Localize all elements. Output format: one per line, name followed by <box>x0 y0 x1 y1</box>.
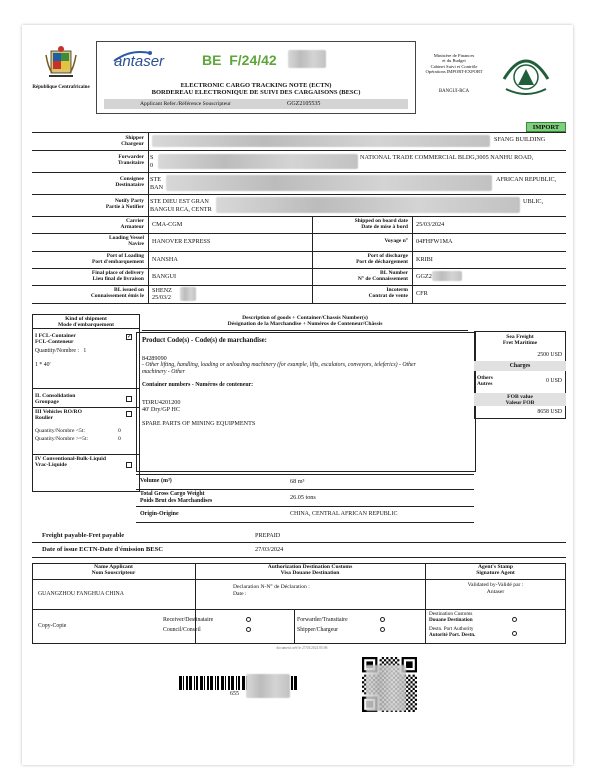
qr-module <box>410 703 412 705</box>
qr-module <box>408 679 410 681</box>
qr-module <box>413 679 415 681</box>
qr-module <box>393 659 395 661</box>
ectn-reference: BE F/24/42 <box>202 52 277 68</box>
bulk-checkbox[interactable] <box>126 462 132 468</box>
issue-date-label: Date of issue ECTN-Date d'émission BESC <box>42 546 164 553</box>
qr-module <box>386 657 388 659</box>
receiver-option-label: Receiver/Destinataire <box>163 617 214 623</box>
rule <box>32 579 566 580</box>
rule <box>32 609 566 610</box>
applicant-ref-label: Applicant Refer./Référence Souscripteur <box>140 101 231 107</box>
validated-label: Validated by-Validé par : <box>467 582 524 588</box>
barcode-bar <box>291 676 293 690</box>
final-delivery-label: Final place of delivery Lieu final de livraison <box>91 270 144 282</box>
barcode-bar <box>225 676 226 690</box>
incoterm-value: CFR <box>416 290 428 297</box>
forwarder-label: Forwarder Transitaire <box>117 154 144 166</box>
ministry-line: Cabinet Suivi et Contrôle <box>430 63 478 69</box>
bl-number-label: BL Number N° de Connaissement <box>357 270 408 282</box>
title-en: ELECTRONIC CARGO TRACKING NOTE (ECTN) <box>180 82 332 89</box>
consolidation-label: II. Consolidation Groupage <box>35 393 76 405</box>
council-option-label: Council/Conseil <box>163 627 201 633</box>
dest-customs-radio[interactable] <box>512 617 517 622</box>
roro-ge5-label: Quantity/Nombre >=5t: <box>35 436 89 442</box>
barcode-bar <box>207 676 209 690</box>
qr-module <box>362 681 364 683</box>
qr-module <box>386 661 388 663</box>
vessel-value: HANOVER EXPRESS <box>152 238 211 245</box>
qr-module <box>413 683 415 685</box>
rule <box>32 303 566 304</box>
bl-issued-label: BL issued on Connaissement émis le <box>90 287 144 299</box>
voyage-label: Voyage n° <box>384 238 408 244</box>
qr-module <box>408 688 410 690</box>
qr-module <box>362 677 364 679</box>
carrier-value: CMA-CGM <box>152 221 183 228</box>
redacted-bl-issued <box>180 287 196 301</box>
roro-ge5-value: 0 <box>118 436 121 442</box>
qr-module <box>415 677 417 679</box>
qr-module <box>413 705 415 707</box>
copy-label: Copy-Copie <box>38 623 67 629</box>
consignee-line2: BAN <box>150 184 164 191</box>
shipper-option-label: Shipper/Chargeur <box>297 627 339 633</box>
product-code-label: Product Code(s) - Code(s) de marchandise: <box>142 337 267 344</box>
goods-description: SPARE PARTS OF MINING EQUIPMENTS <box>142 420 256 427</box>
barcode-bar <box>242 676 245 690</box>
qr-module <box>391 657 393 659</box>
qr-module <box>413 675 415 677</box>
notify-line1: STE DIEU EST GRAN <box>150 198 209 205</box>
applicant-name-value: GUANGZHOU FANGHUA CHINA <box>38 591 124 597</box>
barcode-bar <box>228 676 230 690</box>
forwarder-tail: NATIONAL TRADE COMMERCIAL BLDG,3005 NANHU ROAD, <box>360 154 534 161</box>
issue-date-value: 27/03/2024 <box>255 546 284 553</box>
redacted-ref <box>288 50 326 68</box>
kind-header: Kind of shipment Mode d'embarquement <box>32 315 140 329</box>
rule <box>32 194 566 195</box>
bl-issued-place: SHENZ <box>152 287 172 294</box>
rule <box>136 506 474 507</box>
qr-module <box>415 681 417 683</box>
weight-label: Total Gross Cargo Weight Poids Brut des Marchandises <box>140 491 213 504</box>
qr-module <box>408 697 410 699</box>
final-delivery-value: BANGUI <box>152 273 177 280</box>
forwarder-option-label: Forwarder/Transitaire <box>297 617 348 623</box>
qr-module <box>408 701 410 703</box>
redacted-bl <box>432 271 462 281</box>
rule <box>32 285 566 286</box>
rule <box>32 132 566 133</box>
receiver-radio[interactable] <box>246 617 251 622</box>
rule <box>32 150 566 151</box>
rule <box>312 216 313 303</box>
rule <box>32 388 140 389</box>
city: BANGUI-RCA <box>438 89 470 94</box>
qr-module <box>406 681 408 683</box>
qr-module <box>397 659 399 661</box>
forwarder-line2: 0 <box>150 162 154 169</box>
ministry-line: Ministère de Finances <box>433 53 475 58</box>
ministry-line: Opérations IMPORT-EXPORT <box>425 69 483 75</box>
qr-finder <box>406 661 413 668</box>
import-badge: IMPORT <box>526 122 566 132</box>
pod-label: Port of discharge Port de déchargement <box>356 253 408 265</box>
republic-emblem-icon <box>44 45 78 83</box>
qr-module <box>413 697 415 699</box>
qr-module <box>408 710 410 712</box>
rule <box>136 489 474 490</box>
qr-module <box>415 686 417 688</box>
qr-module <box>362 686 364 688</box>
sea-freight-value: 2500 USD <box>537 352 562 358</box>
qr-module <box>380 659 382 661</box>
barcode-bar <box>217 676 219 690</box>
rule <box>412 216 413 303</box>
qr-module <box>413 710 415 712</box>
barcode-bar <box>179 676 182 690</box>
origin-label: Origin-Origine <box>140 511 179 517</box>
tiny-print: document créé le 27/03/2024 05:06 <box>276 646 328 650</box>
others-label: Others Autres <box>477 375 493 387</box>
carrier-label: Carrier Armateur <box>120 218 144 230</box>
redacted-notify <box>216 197 520 213</box>
validated-value: Antaser <box>486 589 505 595</box>
barcode-bar <box>200 676 203 690</box>
qr-module <box>406 686 408 688</box>
qr-module <box>406 703 408 705</box>
roro-label: III Vehicles RO/RO Roulier <box>35 409 82 421</box>
rule <box>32 216 566 217</box>
qr-module <box>410 694 412 696</box>
qr-module <box>410 677 412 679</box>
barcode-bar <box>231 676 234 690</box>
pol-label: Port of Loading Port d'embarquement <box>92 253 144 265</box>
rule <box>32 172 566 173</box>
auth-customs-label: Authorization Destination Customs Visa Douane Destination <box>267 564 353 576</box>
weight-value: 26.05 tons <box>290 494 316 501</box>
container-label: Container numbers - Numéros de conteneur: <box>142 382 254 388</box>
ectn-document <box>22 25 573 765</box>
qr-module <box>406 677 408 679</box>
pol-value: NANSHA <box>152 256 178 263</box>
shipped-label: Shipped on board date Date de mise à bord <box>354 218 408 230</box>
roro-lt5-value: 0 <box>118 428 121 434</box>
redacted-shipper <box>152 135 490 147</box>
brand-name: antaser <box>114 53 165 70</box>
rule <box>294 609 295 644</box>
dest-port-radio[interactable] <box>512 631 517 636</box>
consignee-label: Consignee Destinataire <box>115 176 144 188</box>
qr-module <box>410 681 412 683</box>
rule <box>142 330 468 331</box>
fcl-size: 1 * 40' <box>35 362 51 368</box>
qr-module <box>408 683 410 685</box>
forwarder-prefix: S <box>150 154 154 161</box>
qr-module <box>388 659 390 661</box>
declaration-label: Declaration N-N° de Déclaration : <box>233 584 310 590</box>
consolidation-checkbox[interactable] <box>126 396 132 402</box>
description-header: Description of goods + Container/Chassis Number(s) Désignation de la Marchandise + Numéros de Conteneur/Châssis <box>227 315 383 327</box>
vessel-label: Loading Vessel Navire <box>109 235 144 247</box>
rule <box>32 542 566 543</box>
notify-label: Notify Party Partie à Notifier <box>105 198 144 210</box>
barcode-bar <box>221 676 224 690</box>
consignee-tail: AFRICAN REPUBLIC, <box>496 176 557 183</box>
council-radio[interactable] <box>246 627 251 632</box>
barcode-bar <box>204 676 205 690</box>
rule <box>32 557 566 558</box>
ministry-seal-icon <box>500 49 552 99</box>
dest-port-label: Destn. Port Authority Autorité Port. Destn. <box>429 626 476 638</box>
redacted-qr <box>366 665 406 711</box>
qr-module <box>408 692 410 694</box>
qr-module <box>382 657 384 659</box>
volume-value: 68 m³ <box>290 478 305 485</box>
notify-tail: UBLIC, <box>523 198 544 205</box>
dest-customs-label: Destination Customs Douane Destination <box>429 611 473 623</box>
shipper-radio[interactable] <box>380 627 385 632</box>
shipped-value: 25/03/2024 <box>416 221 445 228</box>
qr-module <box>415 708 417 710</box>
forwarder-radio[interactable] <box>380 617 385 622</box>
roro-checkbox[interactable] <box>126 411 132 417</box>
qr-module <box>415 690 417 692</box>
rule <box>148 132 149 303</box>
rule <box>136 474 474 475</box>
ministry-block <box>420 53 488 75</box>
qr-module <box>395 657 397 659</box>
origin-value: CHINA, CENTRAL AFRICAN REPUBLIC <box>290 511 398 517</box>
fcl-label: I FCL-Container FCL-Conteneur <box>35 333 76 345</box>
sea-freight-label: Sea Freight Fret Maritime <box>502 334 538 346</box>
barcode-bar <box>183 676 184 690</box>
qr-module <box>406 694 408 696</box>
rule <box>32 454 140 455</box>
barcode-bar <box>294 676 297 690</box>
redacted-forwarder <box>158 154 358 169</box>
container-number: TDRU4201200 <box>142 399 181 406</box>
qr-module <box>410 690 412 692</box>
qr-module <box>382 661 384 663</box>
notify-line2: BANGUI RCA, CENTR <box>150 206 212 213</box>
rule <box>32 233 566 234</box>
volume-label: Volume (m³) <box>140 478 172 484</box>
redacted-consignee <box>166 175 492 191</box>
container-type: 40' Dry/GP HC <box>142 406 181 413</box>
shipper-tail: SFANG BUILDING <box>494 136 546 143</box>
qr-module <box>415 703 417 705</box>
pod-value: KRIBI <box>416 256 433 263</box>
redacted-barcode <box>246 674 290 698</box>
ministry-line: et du Budget <box>442 58 466 64</box>
qr-module <box>415 694 417 696</box>
qr-module <box>406 699 408 701</box>
barcode-bar <box>194 676 195 690</box>
freight-payable-label: Freight payable-Fret payable <box>42 532 125 539</box>
consignee-prefix: STE <box>150 176 162 183</box>
qr-module <box>413 692 415 694</box>
qr-module <box>395 661 397 663</box>
freight-payable-value: PREPAID <box>255 532 281 539</box>
qr-module <box>362 690 364 692</box>
agent-stamp-label: Agent's Stamp Signature Agent <box>476 564 515 576</box>
barcode-bar <box>186 676 188 690</box>
qr-module <box>408 675 410 677</box>
roro-lt5-label: Quantity/Nombre <5t: <box>35 428 85 434</box>
goods-description-box <box>136 332 476 472</box>
others-value: 0 USD <box>546 378 562 384</box>
barcode-bar <box>189 676 192 690</box>
title-fr: BORDEREAU ELECTRONIQUE DE SUIVI DES CARGAISONS (BESC) <box>151 89 361 96</box>
fcl-qty: Quantity/Nombre : 1 <box>35 348 87 354</box>
barcode-number: 655 <box>230 691 239 697</box>
qr-module <box>410 686 412 688</box>
qr-module <box>391 661 393 663</box>
shipper-label: Shipper Chargeur <box>121 135 144 147</box>
qr-module <box>410 699 412 701</box>
qr-module <box>410 708 412 710</box>
applicant-name-label: Name Applicant Nom Souscripteur <box>91 564 136 576</box>
product-code: 84289090 <box>142 355 167 362</box>
product-description: - Other lifting, handling, loading or unloading machinery (for example, lifts, escalators, conveyors, teleferics) - Other machinery - Other <box>142 362 416 375</box>
bulk-label: IV Conventional-Bulk-Liquid Vrac-Liquide <box>35 456 106 468</box>
rule <box>136 522 474 523</box>
rule <box>32 268 566 269</box>
barcode-bar <box>210 676 213 690</box>
fob-label: FOB value Valeur FOB <box>474 393 566 406</box>
rule <box>32 251 566 252</box>
voyage-value: 04FHFW1MA <box>416 238 453 245</box>
barcode-bar <box>238 676 240 690</box>
qr-module <box>415 699 417 701</box>
charges-label: Charges <box>474 361 566 371</box>
barcode-bar <box>196 676 198 690</box>
barcode-bar <box>215 676 216 690</box>
bl-number-value: GGZ2 <box>416 273 432 280</box>
fob-value: 8658 USD <box>537 409 562 415</box>
republic-name: République Centrafricaine <box>32 85 90 90</box>
declaration-date-label: Date : <box>233 591 247 597</box>
incoterm-label: Incoterm Contrat de vente <box>368 287 408 299</box>
qr-module <box>413 701 415 703</box>
fcl-checkbox[interactable]: ✓ <box>127 334 133 340</box>
qr-module <box>406 690 408 692</box>
bl-issued-date: 25/03/2 <box>152 294 171 301</box>
rule <box>32 407 140 408</box>
qr-module <box>408 705 410 707</box>
barcode-bar <box>236 676 237 690</box>
qr-module <box>384 659 386 661</box>
applicant-ref-value: GGZ2105535 <box>287 101 321 107</box>
qr-module <box>413 688 415 690</box>
qr-module <box>406 708 408 710</box>
